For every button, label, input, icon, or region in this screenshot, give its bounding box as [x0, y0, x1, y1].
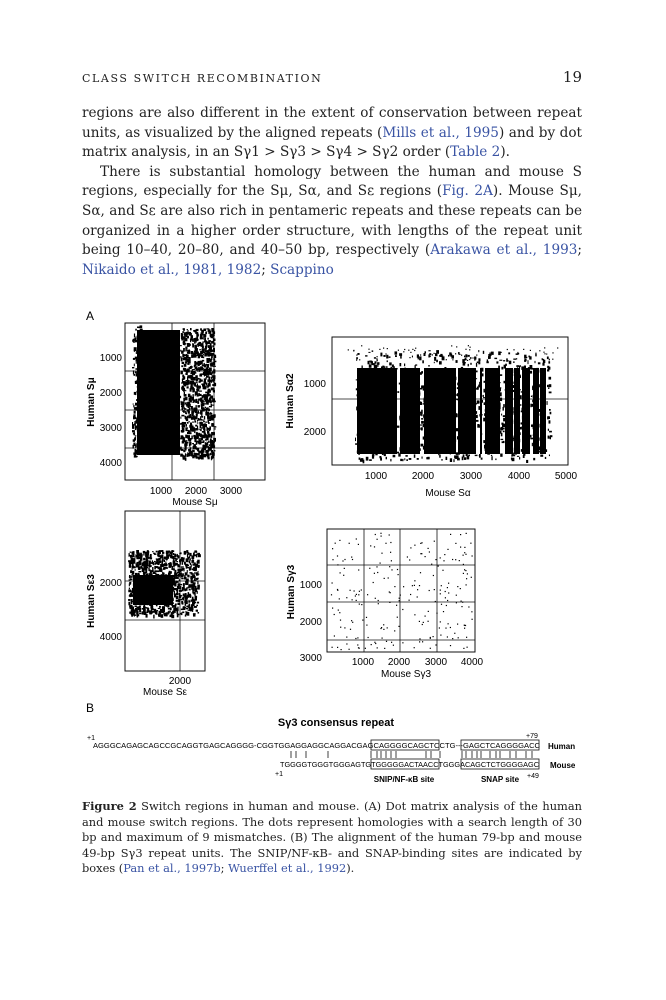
human-start: +1 [87, 735, 95, 742]
citation-link[interactable]: Scappino [270, 261, 334, 278]
x-axis-label: Mouse Sμ [172, 497, 218, 508]
y-tick: 2000 [303, 427, 326, 438]
sequence-alignment [87, 717, 576, 784]
text-span: There is substantial homology between the human and mouse S regions, especially for the Sμ, Sα, and Sε regions ( [82, 163, 582, 200]
human-label: Human [548, 742, 576, 751]
mouse-start: +1 [275, 771, 283, 778]
x-tick: 1000 [351, 657, 375, 668]
figure-link[interactable]: Fig. 2A [442, 183, 493, 200]
body-text [82, 104, 582, 280]
text-span: ). [346, 861, 355, 876]
figure-caption [82, 799, 582, 877]
page-number: 19 [562, 68, 582, 86]
text-span: Switch regions in human and mouse. (A) Dot matrix analysis of the human and mouse switch regions. The dots represent homologies with a search length of 30 bp and maximum of 9 mismatches. (B) The alignment of the human 79-bp and mouse 49-bp Sγ3 repeat units. The SNIP/NF-κB- and SNAP-binding sites are indicated by boxes ( [82, 799, 582, 876]
paragraph-1 [82, 104, 582, 163]
paragraph-2 [82, 163, 582, 281]
text-span: regions are also different in the extent of conservation between repeat units, as visualized by the aligned repeats ( [82, 105, 582, 141]
x-axis-label: Mouse Sε [143, 687, 187, 698]
snip-site-label: SNIP/NF-κB site [373, 775, 435, 784]
citation-link[interactable]: Nikaido et al., 1981, 1982 [82, 261, 262, 278]
x-axis-label: Mouse Sα [425, 488, 471, 499]
y-axis-label: Human Sα2 [285, 373, 296, 429]
citation-link[interactable]: Pan et al., 1997b [123, 861, 221, 876]
x-tick: 1000 [364, 471, 388, 482]
citation-link[interactable]: Wuerffel et al., 1992 [228, 861, 347, 876]
text-span: ; [220, 861, 229, 876]
x-tick: 3000 [219, 486, 243, 497]
y-tick: 2000 [299, 617, 322, 628]
dot-plot-mu [86, 323, 265, 508]
y-axis-label: Human Sε3 [86, 574, 97, 628]
x-tick: 4000 [507, 471, 531, 482]
y-tick: 1000 [99, 353, 122, 364]
y-tick: 4000 [99, 458, 122, 469]
y-axis-label: Human Sμ [86, 377, 97, 427]
mouse-sequence: TGGGGTGGGTGGGAGTGTGGGGGACTAACCTGGGACAGCTCTGGGGAGC [280, 762, 539, 769]
y-tick: 3000 [299, 653, 322, 664]
x-tick: 3000 [424, 657, 448, 668]
match-ticks [291, 751, 532, 758]
x-tick: 5000 [554, 471, 578, 482]
x-tick: 4000 [460, 657, 484, 668]
y-tick: 3000 [99, 423, 122, 434]
text-span: ; [261, 261, 271, 278]
mouse-label: Mouse [550, 761, 576, 770]
y-tick: 1000 [303, 379, 326, 390]
human-end: +79 [526, 733, 538, 740]
x-axis-label: Mouse Sγ3 [380, 669, 432, 680]
table-link[interactable]: Table 2 [450, 144, 501, 161]
alignment-title: Sγ3 consensus repeat [277, 717, 395, 729]
text-span: ; [577, 242, 582, 259]
dot-plot-alpha [285, 337, 578, 499]
text-span: ) and by dot matrix analysis, in an Sγ1 > Sγ3 > Sγ4 > Sγ2 order ( [82, 124, 582, 161]
panel-b-label: B [86, 701, 95, 715]
x-tick: 1000 [149, 486, 173, 497]
text-span: ). Mouse Sμ, Sα, and Sε are also rich in pentameric repeats and these repeats can be organized in a higher order structure, with lengths of the repeat unit being 10–40, 20–80, and 40–50 bp, respectively ( [82, 183, 582, 259]
x-tick: 2000 [411, 471, 435, 482]
x-tick: 2000 [168, 676, 192, 687]
panel-a-label: A [86, 309, 95, 323]
y-tick: 1000 [299, 580, 322, 591]
human-sequence: AGGGCAGAGCAGCCGCAGGTGAGCAGGGG-CGGTGGAGGAGGCAGGACGAGCAGGGGCAGCTCCTG---GAGCTCAGGGGACC [93, 743, 540, 750]
mouse-end: +49 [527, 773, 539, 780]
snap-site-label: SNAP site [480, 775, 520, 784]
running-head [82, 70, 582, 90]
x-tick: 2000 [387, 657, 411, 668]
x-tick: 3000 [459, 471, 483, 482]
dot-plot-epsilon [86, 511, 205, 698]
x-tick: 2000 [184, 486, 208, 497]
citation-link[interactable]: Mills et al., 1995 [382, 124, 499, 141]
citation-link[interactable]: Arakawa et al., 1993 [430, 242, 578, 259]
dot-plot-gamma3 [286, 529, 484, 680]
y-tick: 2000 [99, 388, 122, 399]
running-head-title: CLASS SWITCH RECOMBINATION [82, 72, 323, 85]
text-span: ). [500, 144, 510, 161]
y-tick: 2000 [99, 578, 122, 589]
y-tick: 4000 [99, 632, 122, 643]
y-axis-label: Human Sγ3 [286, 564, 297, 620]
caption-label: Figure 2 [82, 799, 137, 813]
